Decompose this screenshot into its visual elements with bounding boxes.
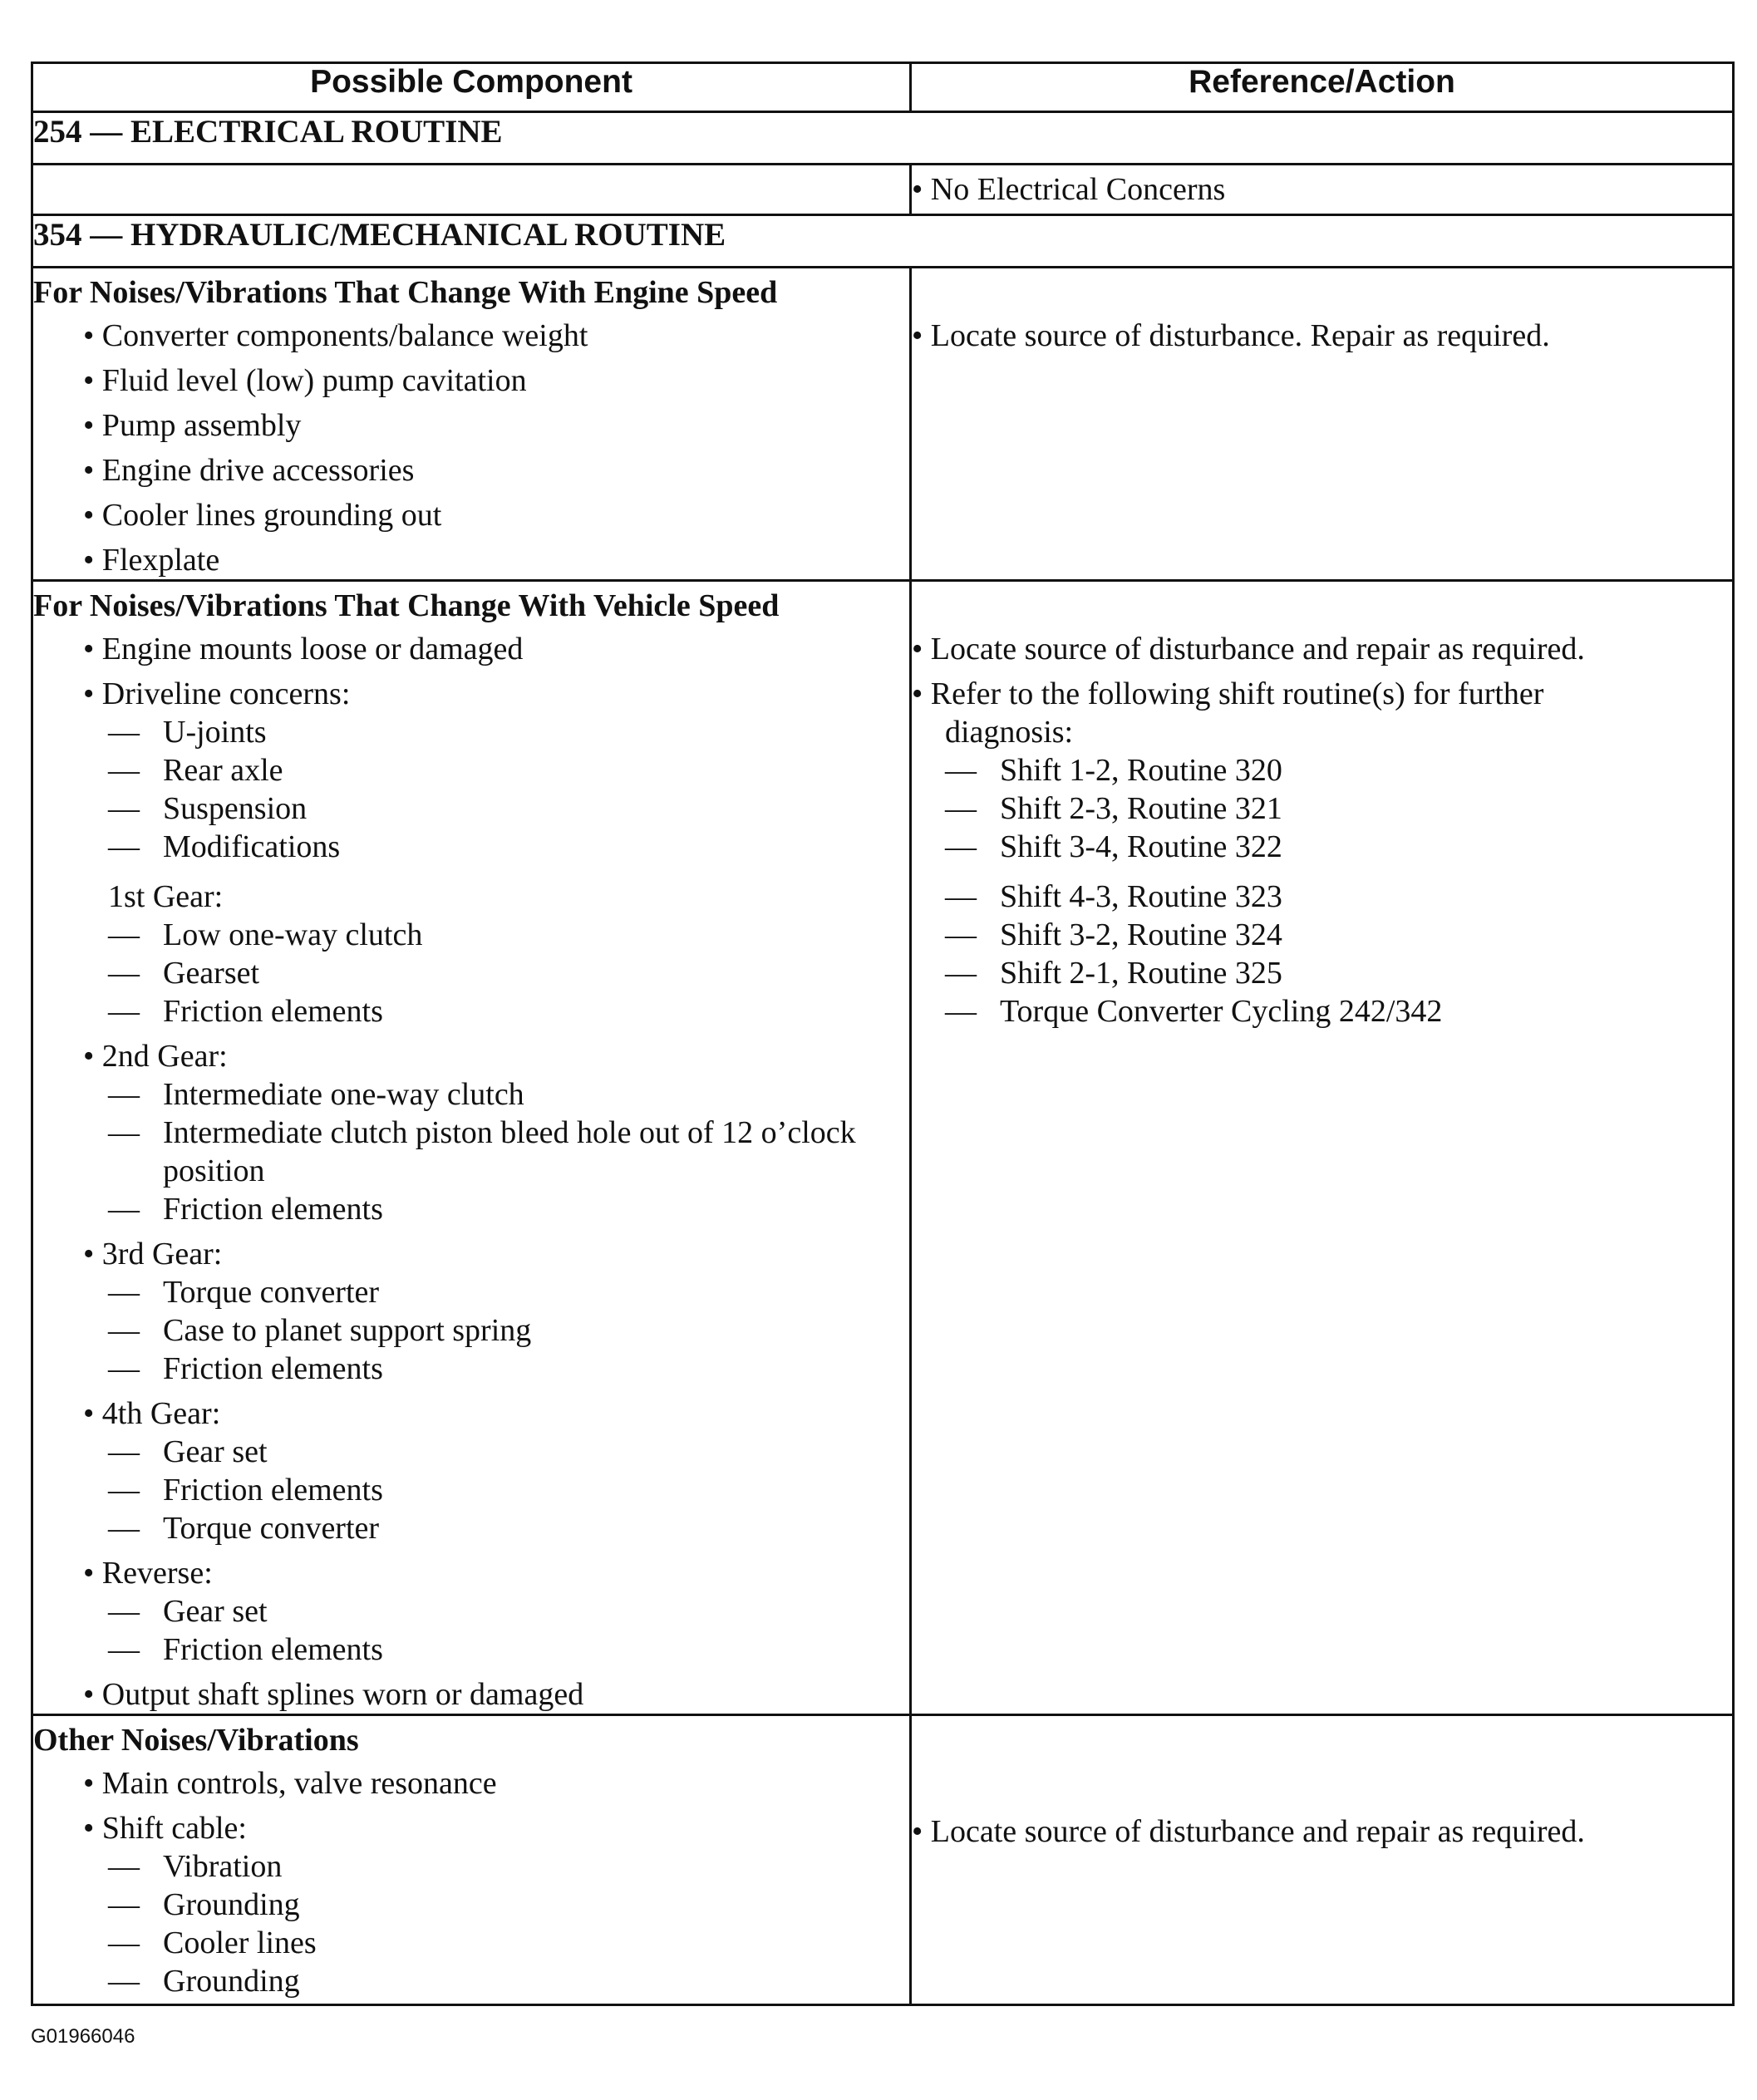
dash-mark: — <box>108 715 140 750</box>
sub-item-text: Vibration <box>163 1849 283 1884</box>
sub-item-text: position <box>163 1153 265 1188</box>
list-item: • 4th Gear: <box>83 1396 221 1431</box>
dash-mark: — <box>108 791 140 826</box>
sub-item-text: Friction elements <box>163 1632 383 1667</box>
list-item: • Driveline concerns: <box>83 676 351 711</box>
sub-item <box>33 954 909 992</box>
routine-item <box>912 916 1732 954</box>
list-item: • Reverse: <box>83 1556 213 1591</box>
list-item: • Engine drive accessories <box>83 453 415 488</box>
routine-text: Torque Converter Cycling 242/342 <box>1000 994 1443 1029</box>
dash-mark: — <box>108 994 140 1029</box>
list-item: • Main controls, valve resonance <box>83 1766 497 1801</box>
sub-item <box>33 1592 909 1630</box>
vehicle-speed-action-cell <box>911 581 1734 1715</box>
list-item: • Fluid level (low) pump cavitation <box>83 363 527 398</box>
other-action: • Locate source of disturbance and repair as required. <box>912 1814 1585 1849</box>
routine-text: Shift 2-1, Routine 325 <box>1000 956 1282 991</box>
dash-mark: — <box>108 1077 140 1112</box>
sub-item-text: Gear set <box>163 1594 268 1629</box>
figure-id: G01966046 <box>31 2025 135 2048</box>
dash-mark: — <box>108 1849 140 1884</box>
dash-mark: — <box>108 1887 140 1922</box>
list-item: • Engine mounts loose or damaged <box>83 632 524 666</box>
list-item: • Shift cable: <box>83 1811 247 1846</box>
vehicle-speed-action-2-cont: diagnosis: <box>945 715 1074 750</box>
section-row-hydraulic <box>32 215 1734 268</box>
dash-mark: — <box>945 917 977 952</box>
list-item: • 3rd Gear: <box>83 1237 223 1271</box>
sub-item <box>33 1847 909 1886</box>
sub-item-text: Gear set <box>163 1434 268 1469</box>
engine-speed-action-cell <box>911 268 1734 581</box>
sub-item-text: Friction elements <box>163 994 383 1029</box>
sub-item-text: Rear axle <box>163 753 283 788</box>
list-item: • Converter components/balance weight <box>83 318 588 353</box>
electrical-action: • No Electrical Concerns <box>912 172 1226 207</box>
table-header-row <box>32 63 1734 112</box>
engine-speed-action: • Locate source of disturbance. Repair as required. <box>912 318 1550 353</box>
list-item: • Cooler lines grounding out <box>83 498 442 533</box>
sub-item-text: Torque converter <box>163 1511 380 1546</box>
routine-text: Shift 3-4, Routine 322 <box>1000 829 1282 864</box>
dash-mark: — <box>108 1434 140 1469</box>
header-possible-component: Possible Component <box>32 63 911 112</box>
routine-item <box>912 828 1732 866</box>
other-row <box>32 1715 1734 2005</box>
sub-item-text: Low one-way clutch <box>163 917 423 952</box>
diagnosis-table-container <box>31 61 1732 2006</box>
dash-mark: — <box>108 1313 140 1348</box>
dash-mark: — <box>945 829 977 864</box>
sub-item-text: Friction elements <box>163 1473 383 1507</box>
sub-item-text: Torque converter <box>163 1275 380 1310</box>
dash-mark: — <box>108 956 140 991</box>
list-item: • Flexplate <box>83 543 220 578</box>
list-item: • Pump assembly <box>83 408 302 443</box>
vehicle-speed-action-2: • Refer to the following shift routine(s) for further <box>912 676 1544 711</box>
sub-item-text: Grounding <box>163 1887 300 1922</box>
sub-item-text: Cooler lines <box>163 1925 317 1960</box>
diagnosis-table <box>31 61 1735 2006</box>
sub-item-text: Friction elements <box>163 1192 383 1227</box>
sub-item <box>33 1311 909 1350</box>
sub-item-continuation <box>33 1152 909 1190</box>
dash-mark: — <box>945 994 977 1029</box>
sub-item <box>33 1190 909 1228</box>
sub-item <box>33 713 909 751</box>
sub-item <box>33 1273 909 1311</box>
dash-mark: — <box>945 791 977 826</box>
sub-item <box>33 1924 909 1962</box>
sub-item <box>33 916 909 954</box>
dash-mark: — <box>945 753 977 788</box>
routine-item <box>912 954 1732 992</box>
dash-mark: — <box>108 1351 140 1386</box>
electrical-action-cell <box>911 165 1734 215</box>
vehicle-speed-row <box>32 581 1734 1715</box>
sub-item <box>33 1075 909 1114</box>
routine-text: Shift 4-3, Routine 323 <box>1000 879 1282 914</box>
dash-mark: — <box>108 1632 140 1667</box>
routine-text: Shift 2-3, Routine 321 <box>1000 791 1282 826</box>
routine-item <box>912 992 1732 1030</box>
sub-item <box>33 1630 909 1669</box>
header-reference-action: Reference/Action <box>911 63 1734 112</box>
dash-mark: — <box>945 956 977 991</box>
sub-item-text: Friction elements <box>163 1351 383 1386</box>
dash-mark: — <box>108 829 140 864</box>
electrical-component-cell <box>32 165 911 215</box>
dash-mark: — <box>108 1925 140 1960</box>
routine-text: Shift 3-2, Routine 324 <box>1000 917 1282 952</box>
engine-speed-row <box>32 268 1734 581</box>
sub-item <box>33 1433 909 1471</box>
electrical-row <box>32 165 1734 215</box>
vehicle-speed-heading: For Noises/Vibrations That Change With Vehicle Speed <box>33 588 780 623</box>
list-item: • 2nd Gear: <box>83 1039 228 1074</box>
sub-item <box>33 1509 909 1547</box>
section-title-electrical: 254 — ELECTRICAL ROUTINE <box>32 112 1734 165</box>
section-row-electrical <box>32 112 1734 165</box>
other-component-cell <box>32 1715 911 2005</box>
sub-item-text: U-joints <box>163 715 267 750</box>
sub-item-text: Grounding <box>163 1964 300 1999</box>
engine-speed-component-cell <box>32 268 911 581</box>
dash-mark: — <box>108 1115 140 1150</box>
section-title-hydraulic: 354 — HYDRAULIC/MECHANICAL ROUTINE <box>32 215 1734 268</box>
other-action-cell <box>911 1715 1734 2005</box>
sub-item-text: Modifications <box>163 829 341 864</box>
sub-item-text: Intermediate one-way clutch <box>163 1077 524 1112</box>
sub-item <box>33 1962 909 2000</box>
other-heading: Other Noises/Vibrations <box>33 1723 359 1758</box>
dash-mark: — <box>108 1192 140 1227</box>
dash-mark: — <box>108 1511 140 1546</box>
sub-item-text: Case to planet support spring <box>163 1313 532 1348</box>
list-item: • Output shaft splines worn or damaged <box>83 1677 584 1712</box>
routine-item <box>912 751 1732 789</box>
sub-item <box>33 751 909 789</box>
sub-item-text: Intermediate clutch piston bleed hole out of 12 o’clock <box>163 1115 856 1150</box>
engine-speed-heading: For Noises/Vibrations That Change With Engine Speed <box>33 275 778 310</box>
vehicle-speed-action-1: • Locate source of disturbance and repair as required. <box>912 632 1585 666</box>
dash-mark: — <box>945 879 977 914</box>
sub-item <box>33 1886 909 1924</box>
routine-text: Shift 1-2, Routine 320 <box>1000 753 1282 788</box>
sub-item <box>33 828 909 866</box>
dash-mark: — <box>108 1473 140 1507</box>
sub-item-text: Gearset <box>163 956 260 991</box>
dash-mark: — <box>108 1275 140 1310</box>
dash-mark: — <box>108 917 140 952</box>
routine-item <box>912 789 1732 828</box>
sub-item <box>33 1350 909 1388</box>
dash-mark: — <box>108 1964 140 1999</box>
sub-item <box>33 992 909 1030</box>
dash-mark: — <box>108 1594 140 1629</box>
list-item: 1st Gear: <box>108 879 224 914</box>
routine-item <box>912 878 1732 916</box>
sub-item <box>33 1471 909 1509</box>
sub-item <box>33 1114 909 1152</box>
vehicle-speed-component-cell <box>32 581 911 1715</box>
sub-item <box>33 789 909 828</box>
dash-mark: — <box>108 753 140 788</box>
sub-item-text: Suspension <box>163 791 308 826</box>
